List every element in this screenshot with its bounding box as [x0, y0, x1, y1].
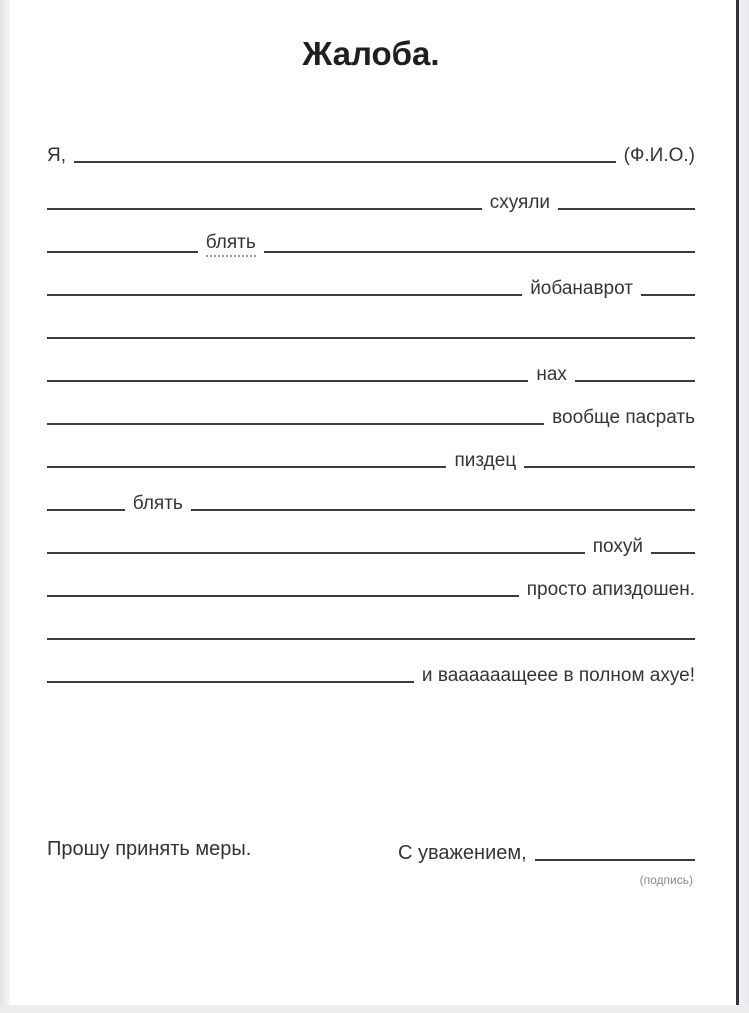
signature-caption: (подпись) [639, 873, 693, 887]
line-v-polnom-akhue [47, 640, 695, 686]
form-word: блять [132, 493, 183, 514]
form-word: похуй [592, 536, 643, 557]
line-fio [47, 120, 695, 166]
blank-field [74, 161, 616, 163]
form-word: схуяли [489, 192, 551, 213]
blank-field [264, 251, 695, 253]
line-empty-1 [47, 296, 695, 339]
line-skhuyali [47, 167, 695, 213]
blank-field [47, 552, 585, 554]
signature-blank-field [535, 859, 695, 861]
blank-field [47, 466, 446, 468]
page-title: Жалоба. [302, 35, 440, 72]
form-word: Я, [47, 145, 66, 166]
line-pizdets [47, 425, 695, 471]
blank-field [47, 595, 519, 597]
blank-field [47, 681, 414, 683]
caption-row [47, 871, 695, 889]
line-nakh [47, 339, 695, 385]
blank-field [558, 208, 695, 210]
blank-field [47, 208, 482, 210]
form-word: йобанаврот [530, 278, 633, 299]
form-word: вообще пасрать [552, 407, 695, 428]
blank-field [47, 380, 528, 382]
form-word: блять [206, 232, 256, 257]
line-voobshche-pasrat [47, 382, 695, 428]
page-edge-bottom [0, 1005, 749, 1013]
blank-field [47, 509, 125, 511]
form-word: пиздец [454, 450, 517, 471]
line-yobanavrot [47, 253, 695, 299]
blank-field [47, 251, 198, 253]
blank-field [575, 380, 695, 382]
form-word: (Ф.И.О.) [623, 145, 695, 166]
blank-field [191, 509, 695, 511]
form-word: и ваааааащеее в полном ахуе! [421, 665, 695, 686]
blank-field [47, 638, 695, 640]
line-pokhuy [47, 511, 695, 557]
footer-row [47, 831, 695, 864]
form-word: просто апиздошен. [526, 579, 695, 600]
footer-left-text: Прошу принять меры. [47, 838, 252, 860]
blank-field [651, 552, 695, 554]
line-blyat-2 [47, 468, 695, 514]
line-empty-2 [47, 597, 695, 640]
closing-label: С уважением, [398, 842, 527, 864]
line-blyat-1 [47, 210, 695, 253]
form-lines [47, 120, 695, 686]
blank-field [47, 337, 695, 339]
blank-field [524, 466, 695, 468]
line-prosto-apizdoshen [47, 554, 695, 600]
form-word: нах [536, 364, 567, 385]
footer-right-group [390, 838, 695, 864]
blank-field [47, 423, 544, 425]
blank-field [641, 294, 695, 296]
blank-field [47, 294, 522, 296]
